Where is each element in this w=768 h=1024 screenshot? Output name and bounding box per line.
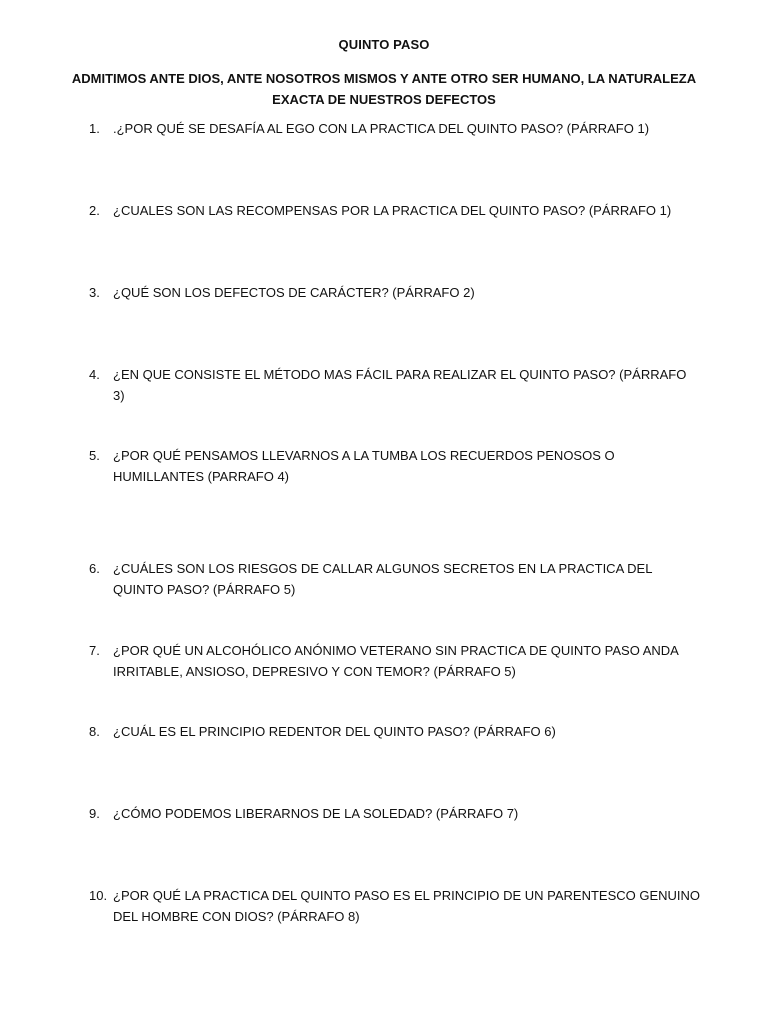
- question-item: [89, 803, 701, 824]
- question-item: [89, 445, 701, 487]
- question-text: ¿QUÉ SON LOS DEFECTOS DE CARÁCTER? (PÁRRAFO 2): [113, 285, 475, 300]
- question-item: [89, 558, 701, 600]
- question-text: ¿CUÁLES SON LOS RIESGOS DE CALLAR ALGUNOS SECRETOS EN LA PRACTICA DEL QUINTO PASO? (PÁRRAFO 5): [113, 561, 652, 597]
- question-number: 4.: [89, 367, 100, 382]
- question-number: 1.: [89, 121, 100, 136]
- question-item: [89, 118, 701, 139]
- question-number: 2.: [89, 203, 100, 218]
- question-item: [89, 721, 701, 742]
- question-item: [89, 364, 701, 406]
- document-subtitle: ADMITIMOS ANTE DIOS, ANTE NOSOTROS MISMOS Y ANTE OTRO SER HUMANO, LA NATURALEZA EXACTA DE NUESTROS DEFECTOS: [71, 71, 697, 107]
- question-item: [89, 282, 701, 303]
- question-text: ¿POR QUÉ UN ALCOHÓLICO ANÓNIMO VETERANO SIN PRACTICA DE QUINTO PASO ANDA IRRITABLE, ANSIOSO, DEPRESIVO Y CON TEMOR? (PÁRRAFO 5): [113, 643, 679, 679]
- question-number: 7.: [89, 643, 100, 658]
- question-text: ¿CÓMO PODEMOS LIBERARNOS DE LA SOLEDAD? (PÁRRAFO 7): [113, 806, 519, 821]
- question-text: ¿POR QUÉ LA PRACTICA DEL QUINTO PASO ES EL PRINCIPIO DE UN PARENTESCO GENUINO DEL HOMBRE CON DIOS? (PÁRRAFO 8): [113, 888, 701, 924]
- question-text: .¿POR QUÉ SE DESAFÍA AL EGO CON LA PRACTICA DEL QUINTO PASO? (PÁRRAFO 1): [113, 121, 650, 136]
- question-number: 10.: [89, 888, 108, 903]
- question-item: [89, 200, 701, 221]
- question-text: ¿CUALES SON LAS RECOMPENSAS POR LA PRACTICA DEL QUINTO PASO? (PÁRRAFO 1): [113, 203, 672, 218]
- question-item: [89, 885, 701, 927]
- question-number: 8.: [89, 724, 100, 739]
- question-text: ¿POR QUÉ PENSAMOS LLEVARNOS A LA TUMBA LOS RECUERDOS PENOSOS O HUMILLANTES (PARRAFO 4): [113, 448, 615, 484]
- question-item: [89, 640, 701, 682]
- document-title: QUINTO PASO: [338, 37, 430, 52]
- question-number: 9.: [89, 806, 100, 821]
- question-number: 6.: [89, 561, 100, 576]
- question-number: 3.: [89, 285, 100, 300]
- question-text: ¿CUÁL ES EL PRINCIPIO REDENTOR DEL QUINTO PASO? (PÁRRAFO 6): [113, 724, 556, 739]
- question-number: 5.: [89, 448, 100, 463]
- question-text: ¿EN QUE CONSISTE EL MÉTODO MAS FÁCIL PARA REALIZAR EL QUINTO PASO? (PÁRRAFO 3): [113, 367, 687, 403]
